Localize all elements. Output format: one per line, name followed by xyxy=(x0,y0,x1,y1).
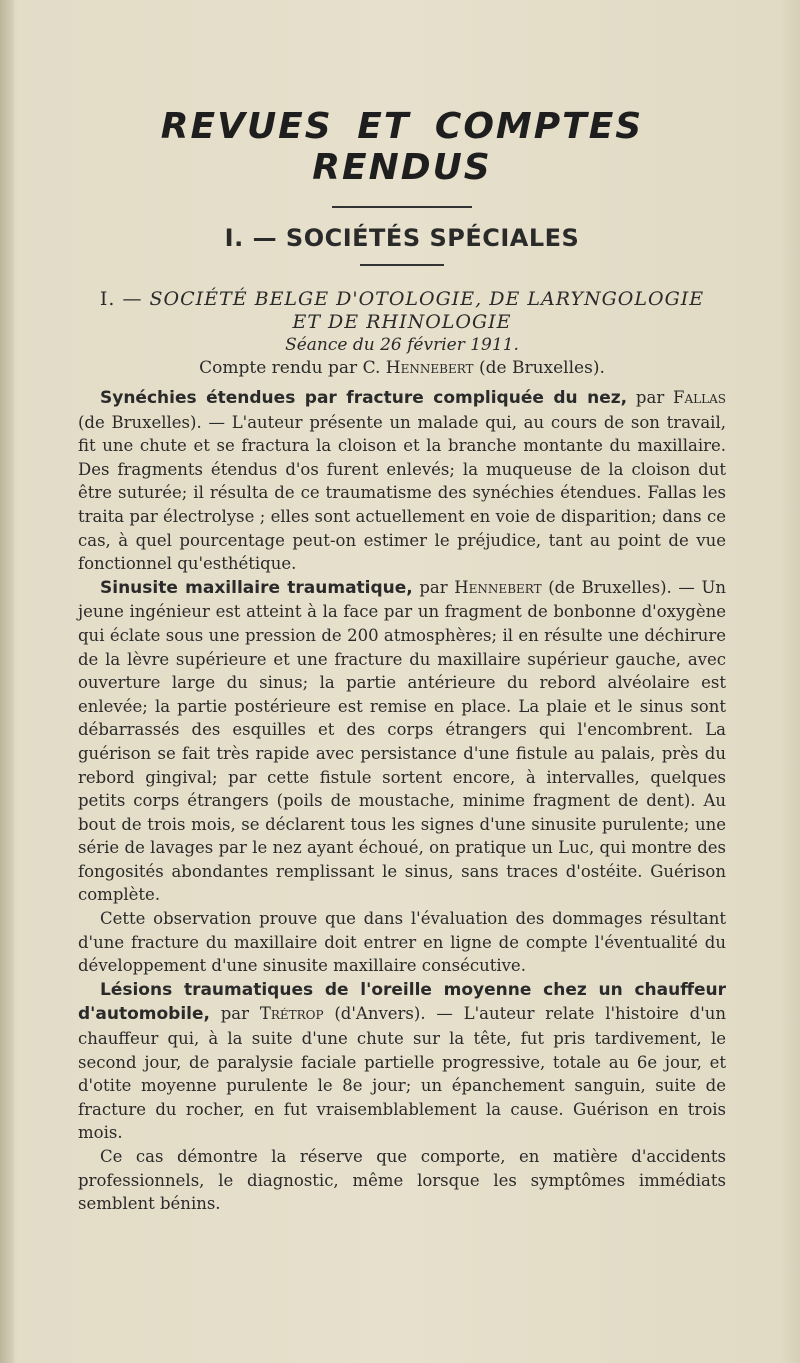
document-content xyxy=(78,92,726,1216)
article-body: (d'Anvers). — L'auteur relate l'histoire d'un chauffeur qui, à la suite d'une chute sur la tête, fut pris tardivement, le second jour, de paralysie faciale partielle progressive, totale au 6e jour, et d'otite moyenne purulente le 8e jour; un épanchement sanguin, suite de fracture du rocher, en fut vraisemblablement la cause. Guérison en trois mois. xyxy=(78,1004,727,1143)
article-author: Trétrop xyxy=(259,1004,324,1024)
society-number: I. — xyxy=(99,288,143,310)
session-date: Séance du 26 février 1911. xyxy=(285,335,519,355)
article-body: (de Bruxelles). — L'auteur présente un malade qui, au cours de son travail, fit une chute et se fractura la cloison et la branche montante du maxillaire. Des fragments étendus d'os furent enlevés; la muqueuse de la cloison dut être suturée; il résulta de ce traumatisme des synéchies étendues. Fallas les traita par électrolyse ; elles sont actuellement en voie de disparition; dans ce cas, à quel pourcentage peut-on estimer le préjudice, tant au point de vue fonctionnel qu'esthétique. xyxy=(78,412,726,574)
report-prefix: Compte rendu par C. xyxy=(199,358,381,378)
report-author: Hennebert xyxy=(385,358,474,378)
article-heading: Lésions traumatiques de l'oreille moyenne chez un chauffeur d'automobile, xyxy=(78,979,726,1025)
section-title: I. — SOCIÉTÉS SPÉCIALES xyxy=(224,224,580,252)
society-heading xyxy=(78,288,726,334)
observation-paragraph: Cette observation prouve que dans l'évaluation des dommages résultant d'une fracture du maxillaire doit entrer en ligne de compte l'éventualité du développement d'une sinusite maxillaire consécutive. xyxy=(78,909,726,976)
conclusion-paragraph: Ce cas démontre la réserve que comporte, en matière d'accidents professionnels, le diagnostic, même lorsque les symptômes immédiats semblent bénins. xyxy=(78,1147,726,1214)
article-sinusite xyxy=(78,576,726,907)
report-suffix: (de Bruxelles). xyxy=(478,358,605,378)
main-title: REVUES ET COMPTES RENDUS xyxy=(160,106,644,188)
article-by: par xyxy=(220,1004,250,1024)
article-lesions xyxy=(78,978,726,1145)
article-by: par xyxy=(419,577,448,597)
article-heading: Sinusite maxillaire traumatique, xyxy=(100,577,413,598)
article-by: par xyxy=(635,388,665,407)
article-author: Hennebert xyxy=(454,577,542,597)
report-credit xyxy=(78,357,726,380)
society-name-line1: SOCIÉTÉ BELGE D'OTOLOGIE, DE LARYNGOLOGIE xyxy=(149,288,705,310)
title-rule xyxy=(332,206,472,208)
section-rule xyxy=(360,264,444,266)
page-edge-shadow xyxy=(0,0,14,1363)
article-author: Fallas xyxy=(673,388,726,407)
article-heading: Synéchies étendues par fracture compliquée du nez, xyxy=(100,388,628,408)
article-body: (de Bruxelles). — Un jeune ingénieur est atteint à la face par un fragment de bonbonne d'oxygène qui éclate sous une pression de 200 atmosphères; il en résulte une déchirure de la lèvre supérieure et une fracture du maxillaire supérieur gauche, avec ouverture large du sinus; la partie antérieure du rebord alvéolaire est enlevée; la partie postérieure est remise en place. La plaie et le sinus sont débarrassés des esquilles et des corps étrangers qui l'encombrent. La guérison se fait très rapide avec persistance d'une fistule au palais, près du rebord gingival; par cette fistule sortent encore, à intervalles, quelques petits corps étrangers (poils de moustache, minime fragment de dent). Au bout de trois mois, se déclarent tous les signes d'une sinusite purulente; une série de lavages par le nez ayant échoué, on pratique un Luc, qui montre des fongosités abondantes remplissant le sinus, sans traces d'ostéite. Guérison complète. xyxy=(78,577,727,905)
article-synechies xyxy=(78,386,726,576)
society-name-line2: ET DE RHINOLOGIE xyxy=(292,311,512,333)
